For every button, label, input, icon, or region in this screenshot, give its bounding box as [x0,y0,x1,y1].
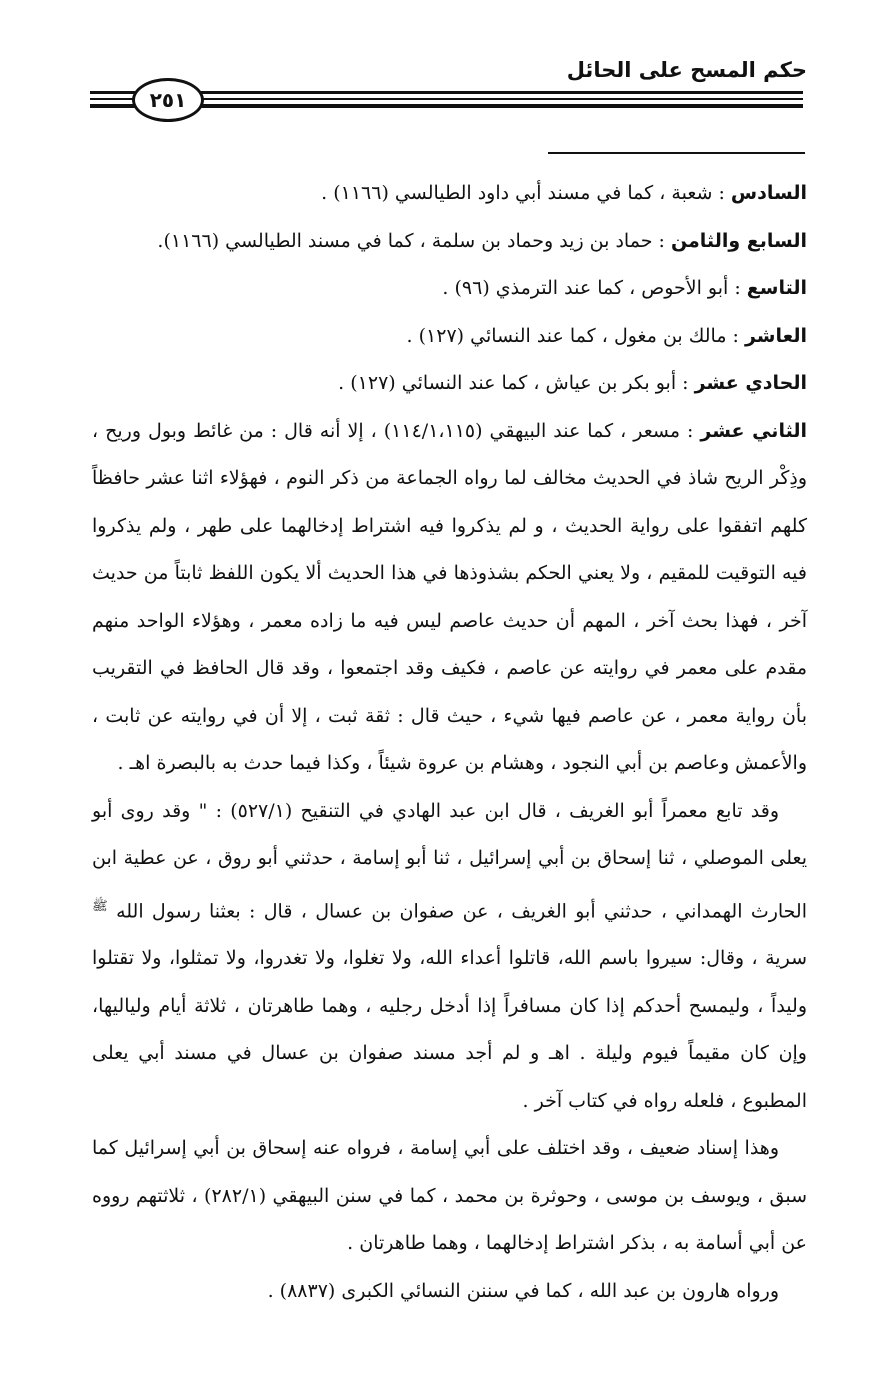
paragraph-text: : مسعر ، كما عند البيهقي (١١٤/١،١١٥) ، إلا أنه قال : من غائط وبول وريح ، وذِكْر الريح شاذ في الحديث مخالف لما رواه الجماعة من ذكر النوم ، فهؤلاء اثنا عشر حافظاً كلهم اتفقوا على رواية الحديث ، و لم يذكروا فيه اشتراط إدخالهما على طهر ، ولم يذكروا فيه التوقيت للمقيم ، ولا يعني الحكم بشذوذها في هذا الحديث ألا يكون اللفظ ثابتاً من حديث آخر ، فهذا بحث آخر ، المهم أن حديث عاصم ليس فيه ما زاده معمر ، وهؤلاء الواحد منهم مقدم على معمر في روايته عن عاصم ، فكيف وقد اجتمعوا ، وقد قال الحافظ في التقريب بأن رواية معمر ، عن عاصم فيها شيء ، حيث قال : ثقة ثبت ، إلا أن في روايته عن ثابت ، والأعمش وعاصم بن أبي النجود ، وهشام بن عروة شيئاً ، وكذا فيما حدث به بالبصرة اهـ . [92,419,807,774]
body-text [92,170,807,1315]
entry-line [92,170,807,218]
paragraph-tanqih [92,788,807,1126]
entry-label: الحادي عشر [694,372,807,394]
entry-line [92,313,807,361]
entry-line [92,265,807,313]
entry-label: الثاني عشر [700,419,807,442]
section-separator [548,152,805,154]
running-title: حكم المسح على الحائل [566,58,807,82]
paragraph-final: ورواه هارون بن عبد الله ، كما في سننن النسائي الكبرى (٨٨٣٧) . [267,1279,779,1302]
entry-text: : حماد بن زيد وحماد بن سلمة ، كما في مسند الطيالسي (١١٦٦). [157,229,671,252]
entry-line [92,360,807,408]
entry-label: التاسع [746,277,807,299]
entry-label: السابع والثامن [670,229,807,252]
honorific-glyph: ﷺ [92,898,108,914]
paragraph-text: وقد تابع معمراً أبو الغريف ، قال ابن عبد الهادي في التنقيح (٥٢٧/١) : " وقد روى أبو يعلى الموصلي ، ثنا إسحاق بن أبي إسرائيل ، ثنا أبو إسامة ، حدثني أبو روق ، عن عطية ابن الحارث الهمداني ، حدثني أبو الغريف ، عن صفوان بن عسال ، قال : بعثنا رسول الله [92,799,807,922]
paragraph-twelfth [92,408,807,788]
entry-line [92,218,807,266]
entry-text: : شعبة ، كما في مسند أبي داود الطيالسي (١١٦٦) . [321,182,731,204]
paragraph-weak-chain: وهذا إسناد ضعيف ، وقد اختلف على أبي إسامة ، فرواه عنه إسحاق بن أبي إسرائيل كما سبق ، ويوسف بن موسى ، وحوثرة بن محمد ، كما في سنن البيهقي (٢٨٢/١) ، ثلاثتهم رووه عن أبي أسامة به ، بذكر اشتراط إدخالهما ، وهما طاهرتان . [92,1137,807,1255]
page-number: ٢٥١ [149,88,187,112]
entry-text: : مالك بن مغول ، كما عند النسائي (١٢٧) . [406,324,745,347]
entry-label: العاشر [744,324,807,347]
entry-text: : أبو بكر بن عياش ، كما عند النسائي (١٢٧) . [338,372,695,394]
entry-text: : أبو الأحوص ، كما عند الترمذي (٩٦) . [442,277,747,299]
page-number-oval [132,78,204,122]
entry-label: السادس [730,182,807,204]
paragraph-text: سرية ، وقال: سيروا باسم الله، قاتلوا أعداء الله، ولا تغلوا، ولا تغدروا، ولا تمثلوا، ولا تقتلوا وليداً ، وليمسح أحدكم إذا كان مسافراً إذا أدخل رجليه ، وهما طاهرتان ، ثلاثة أيام ولياليها، وإن كان مقيماً فيوم وليلة . اهـ و لم أجد مسند صفوان بن عسال في مسند أبي يعلى المطبوع ، فلعله رواه في كتاب آخر . [92,947,807,1112]
